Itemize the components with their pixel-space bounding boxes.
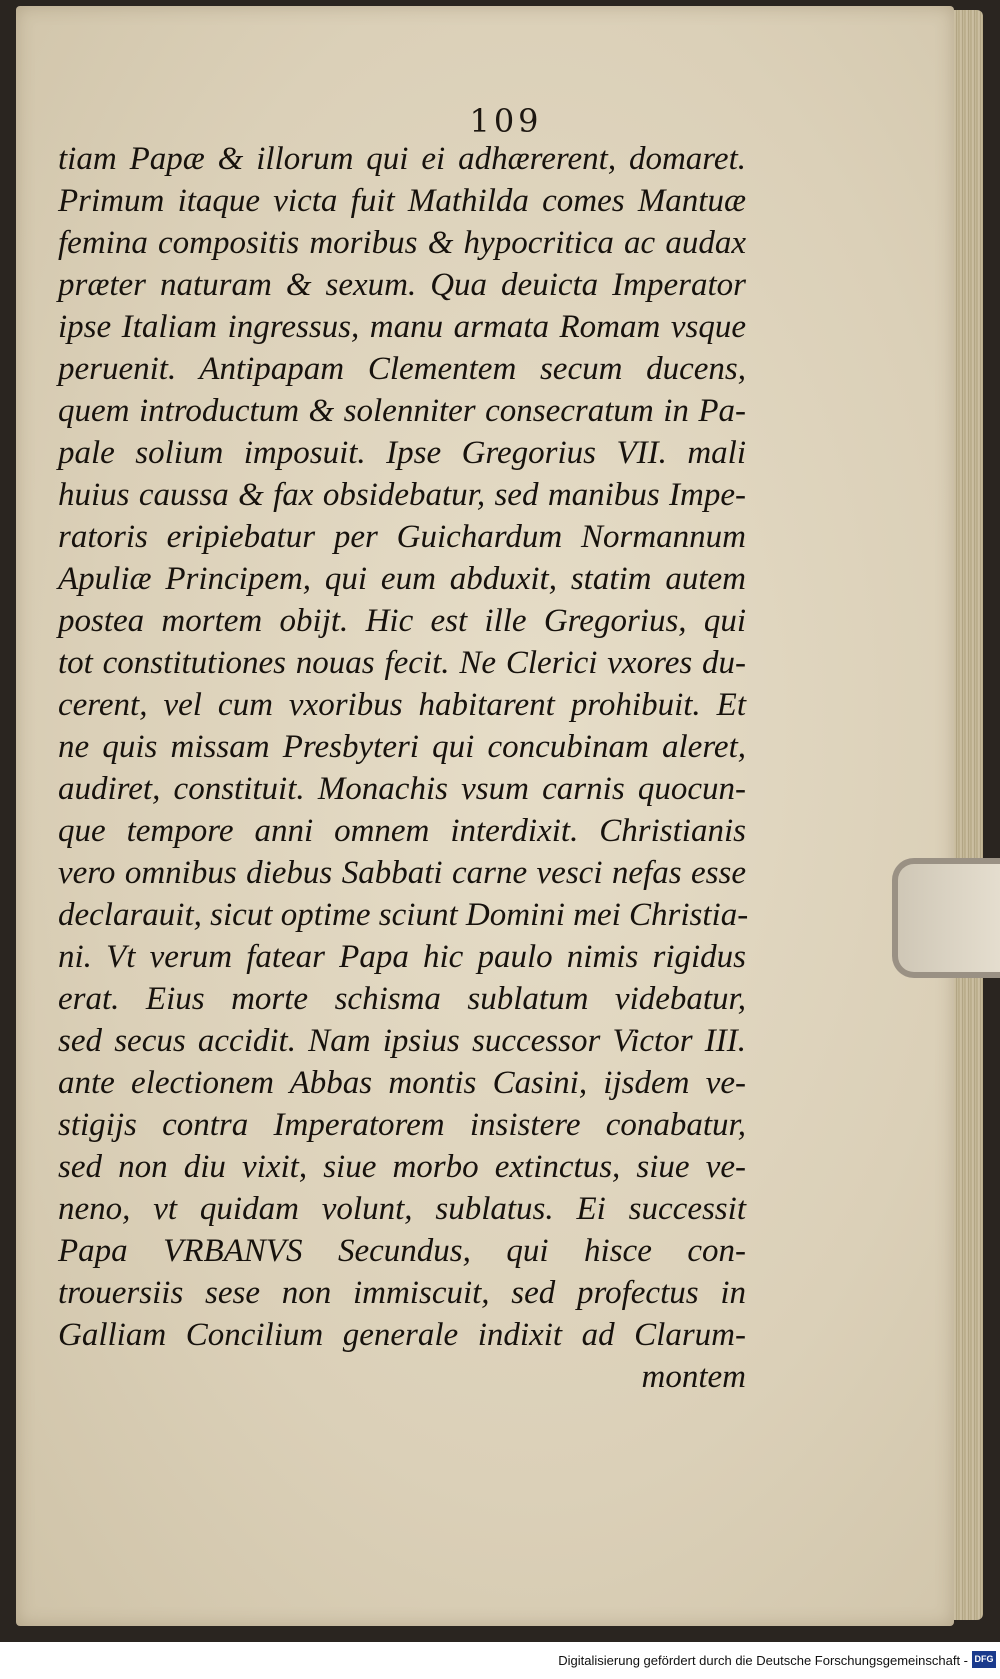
text-line: Apuliæ Principem, qui eum abduxit, statim autem [58,561,746,597]
page-number: 109 [469,102,543,140]
text-line: Papa VRBANVS Secundus, qui hisce con- [58,1233,746,1269]
text-line: cerent, vel cum vxoribus habitarent prohibuit. Et [58,687,746,723]
text-line: Primum itaque victa fuit Mathilda comes Mantuæ [58,183,746,219]
footer-bar [0,1642,1000,1679]
text-line: præter naturam & sexum. Qua deuicta Imperator [58,267,746,303]
text-line: huius caussa & fax obsidebatur, sed manibus Impe- [58,477,746,513]
text-line: tot constitutiones nouas fecit. Ne Clerici vxores du- [58,645,746,681]
text-line: femina compositis moribus & hypocritica ac audax [58,225,746,261]
text-line: trouersiis sese non immiscuit, sed profectus in [58,1275,746,1311]
text-line: Galliam Concilium generale indixit ad Clarum- [58,1317,746,1353]
text-line: neno, vt quidam volunt, sublatus. Ei successit [58,1191,746,1227]
text-line: tiam Papæ & illorum qui ei adhærerent, domaret. [58,141,746,177]
text-line: ante electionem Abbas montis Casini, ijsdem ve- [58,1065,746,1101]
text-line: postea mortem obijt. Hic est ille Gregorius, qui [58,603,746,639]
text-line: que tempore anni omnem interdixit. Christianis [58,813,746,849]
text-line: ni. Vt verum fatear Papa hic paulo nimis rigidus [58,939,746,975]
dfg-credit: Digitalisierung gefördert durch die Deutsche Forschungsgemeinschaft - [558,1653,968,1668]
text-line: ipse Italiam ingressus, manu armata Romam vsque [58,309,746,345]
text-line: pale solium imposuit. Ipse Gregorius VII. mali [58,435,746,471]
text-line: stigijs contra Imperatorem insistere conabatur, [58,1107,746,1143]
catchword: montem [641,1359,746,1395]
text-line: ratoris eripiebatur per Guichardum Normannum [58,519,746,555]
text-line: quem introductum & solenniter consecratum in Pa- [58,393,746,429]
text-line: peruenit. Antipapam Clementem secum ducens, [58,351,746,387]
text-line: sed non diu vixit, siue morbo extinctus, siue ve- [58,1149,746,1185]
book-clasp [892,858,1000,978]
text-line: sed secus accidit. Nam ipsius successor Victor III. [58,1023,746,1059]
text-line: vero omnibus diebus Sabbati carne vesci nefas esse [58,855,746,891]
text-line: erat. Eius morte schisma sublatum videbatur, [58,981,746,1017]
text-line: audiret, constituit. Monachis vsum carnis quocun- [58,771,746,807]
text-line: declarauit, sicut optime sciunt Domini mei Christia- [58,897,749,933]
text-line: ne quis missam Presbyteri qui concubinam aleret, [58,729,746,765]
dfg-logo[interactable]: DFG [972,1651,996,1668]
text-block [58,138,749,1398]
